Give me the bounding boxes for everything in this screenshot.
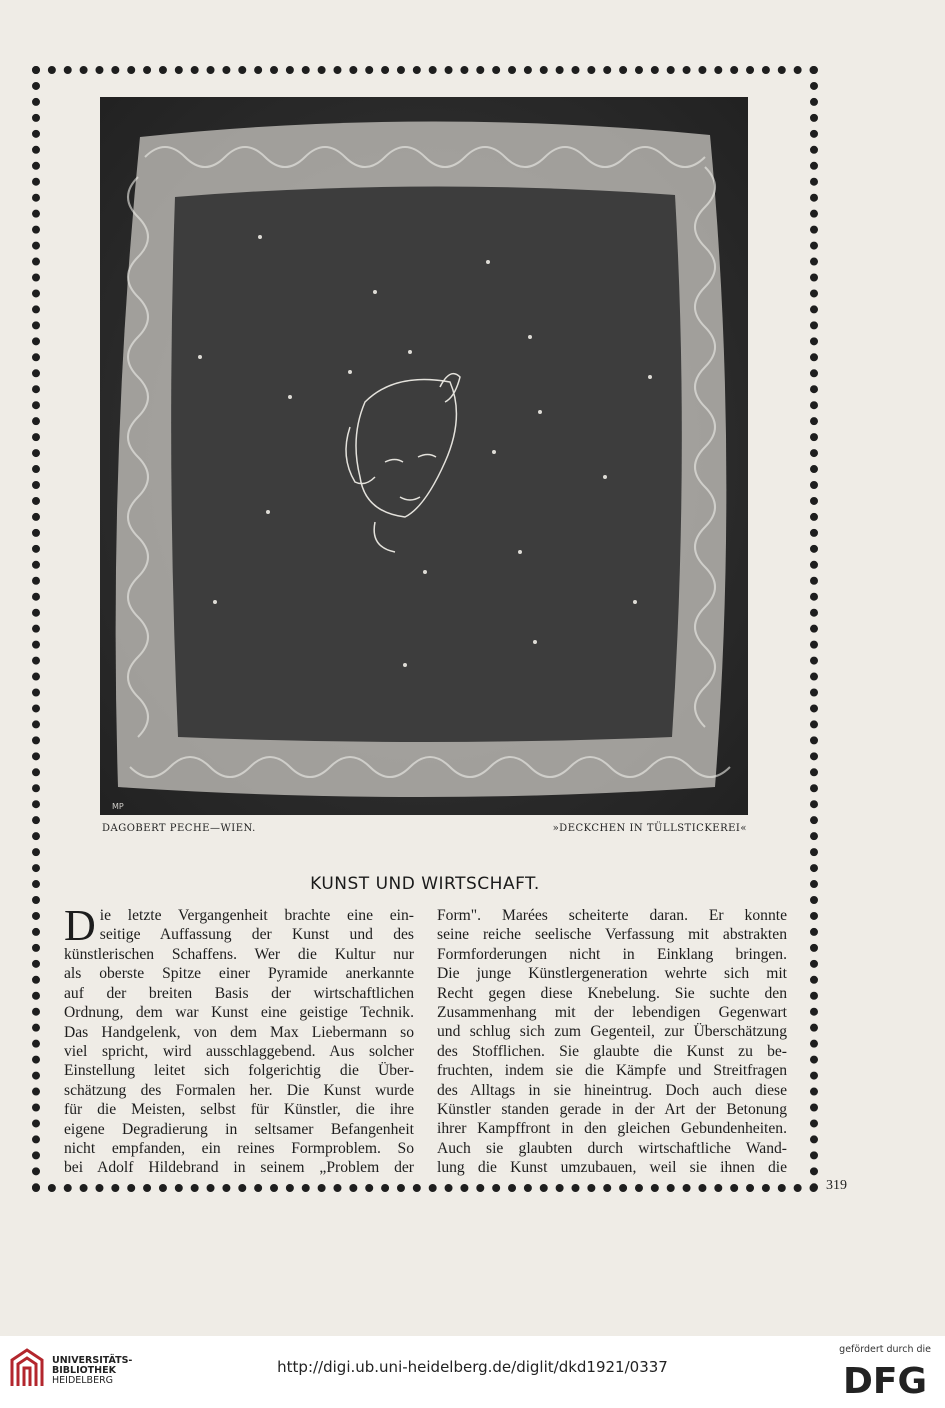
plate-monogram: MP — [112, 802, 124, 811]
text-line: ie letzte Vergangenheit brachte eine ein- — [99, 907, 414, 924]
article-title: KUNST UND WIRTSCHAFT. — [310, 874, 540, 894]
text-line: Das Handgelenk, von dem Max Liebermann so — [64, 1023, 414, 1041]
article-column-right — [437, 906, 787, 1177]
text-line: Auch sie glaubten durch wirtschaftliche Wand- — [437, 1139, 787, 1157]
text-line: nicht empfanden, ein reines Formproblem. So — [64, 1139, 414, 1157]
caption-title: »DECKCHEN IN TÜLLSTICKEREI« — [552, 823, 747, 834]
library-line: BIBLIOTHEK — [52, 1365, 116, 1376]
text-line: des Alltags in sie hineintrug. Doch auch diese — [437, 1081, 787, 1099]
text-line: Ordnung, dem war Kunst eine geistige Technik. — [64, 1004, 414, 1022]
page-number: 319 — [826, 1178, 847, 1193]
library-line: HEIDELBERG — [52, 1375, 114, 1386]
plate-photograph — [100, 97, 748, 815]
text-line: Formforderungen nicht in Einklang bringen. — [437, 945, 787, 963]
text-line: des Stofflichen. Sie glaubte die Kunst zu be- — [437, 1042, 787, 1060]
text-line: seine reiche seelische Verfassung mit abstrakten — [437, 926, 787, 944]
digitization-footer — [0, 1336, 945, 1408]
tulle-doily-image — [100, 97, 748, 815]
caption-artist: DAGOBERT PECHE—WIEN. — [102, 823, 256, 834]
dfg-logo-icon[interactable] — [839, 1360, 931, 1398]
dfg-logo-text: DFG — [842, 1361, 928, 1398]
text-line: fruchten, indem sie die Kämpfe und Streitfragen — [437, 1062, 787, 1080]
text-line: künstlerischen Schaffens. Wer die Kultur nur — [64, 946, 414, 963]
permalink-url[interactable]: http://digi.ub.uni-heidelberg.de/diglit/dkd1921/0337 — [277, 1358, 668, 1376]
text-line: eigene Degradierung in seltsamer Befangenheit — [64, 1120, 414, 1138]
text-line: bei Adolf Hildebrand in seinem „Problem der — [64, 1159, 414, 1177]
funding-label: gefördert durch die — [839, 1344, 931, 1355]
text-line: Die junge Künstlergeneration wehrte sich mit — [437, 965, 787, 983]
article-column-left — [64, 901, 414, 1178]
text-line: ihrer Kampffront in den gleichen Gebundenheiten. — [437, 1120, 787, 1138]
text-line: seitige Auffassung der Kunst und des — [99, 926, 414, 944]
text-line: auf der breiten Basis der wirtschaftlichen — [64, 984, 414, 1002]
text-line: für die Meisten, selbst für Künstler, die ihre — [64, 1101, 414, 1119]
text-line: Form". Marées scheiterte daran. Er konnte — [437, 907, 787, 924]
library-line: UNIVERSITÄTS- — [52, 1355, 133, 1366]
text-line: lung die Kunst umzubauen, weil sie ihnen die — [437, 1159, 787, 1177]
text-line: schätzung des Formalen her. Die Kunst wurde — [64, 1081, 414, 1099]
text-line: als oberste Spitze einer Pyramide anerkannte — [64, 965, 414, 983]
text-line: Recht gegen diese Knebelung. Sie suchte den — [437, 984, 787, 1002]
text-line: Zusammenhang mit der lebendigen Gegenwart — [437, 1003, 787, 1021]
drop-cap: D — [64, 901, 96, 950]
text-line: Einstellung leitet sich folgerichtig die Über- — [64, 1062, 414, 1080]
text-line: und schlug sich zum Gegenteil, zur Überschätzung — [437, 1023, 787, 1041]
text-line: viel spricht, wird ausschlaggebend. Aus solcher — [64, 1042, 414, 1060]
text-line: Künstler standen gerade in der Art der Betonung — [437, 1100, 787, 1118]
